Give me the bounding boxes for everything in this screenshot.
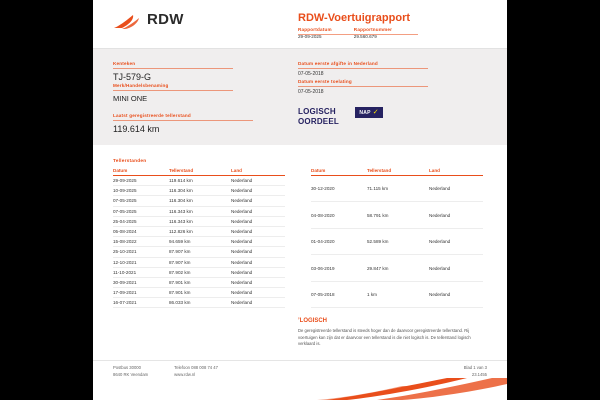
cell-datum: 10-09-2025 — [113, 186, 169, 196]
odometer-table-right — [311, 168, 483, 308]
km-label: Laatst geregistreerde tellerstand — [113, 113, 191, 118]
document-footer — [93, 360, 507, 378]
cell-tellerstand: 87.901 km — [169, 277, 231, 287]
table-row — [113, 196, 285, 206]
logisch-line-1: LOGISCH — [298, 107, 336, 116]
eerste-afgifte-block — [298, 61, 428, 77]
cell-land: Nederland — [231, 206, 285, 216]
kenteken-rule — [113, 68, 233, 69]
report-date-value: 29-09-2025 — [298, 34, 322, 39]
table-row — [113, 216, 285, 226]
cell-datum: 04-08-2020 — [311, 202, 367, 228]
col-datum: Datum — [113, 168, 169, 176]
kenteken-block — [113, 61, 233, 82]
km-value: 119.614 km — [113, 124, 160, 134]
logisch-line-2: OORDEEL — [298, 117, 339, 126]
table-row — [113, 206, 285, 216]
cell-datum: 25-10-2021 — [113, 247, 169, 257]
footer-page-info — [464, 365, 487, 378]
cell-tellerstand: 116.343 km — [169, 216, 231, 226]
merk-label: Merk/Handelsbenaming — [113, 83, 169, 88]
table-row — [113, 257, 285, 267]
table-row — [311, 228, 483, 254]
cell-datum: 15-08-2022 — [113, 237, 169, 247]
cell-tellerstand: 87.907 km — [169, 257, 231, 267]
footer-swoosh-decoration — [317, 378, 507, 400]
footnote-body: De geregistreerde tellerstand is steeds hoger dan de daarvoor geregistreerde tellerstand. Rij voertuigen kan zijn dat er daarvoor een tellerstand is die niet logisch is. De tellerstand logisch verklaard is. — [298, 328, 471, 346]
km-rule — [113, 120, 253, 121]
table-row — [311, 176, 483, 202]
footer-doc-code: 23.1455 — [471, 371, 487, 377]
header-meta — [298, 27, 392, 39]
cell-land: Nederland — [231, 216, 285, 226]
cell-tellerstand: 94.659 km — [169, 237, 231, 247]
table-row — [113, 247, 285, 257]
cell-tellerstand: 86.033 km — [169, 298, 231, 308]
cell-land: Nederland — [231, 186, 285, 196]
cell-land: Nederland — [429, 228, 483, 254]
cell-land: Nederland — [429, 255, 483, 281]
cell-datum: 12-10-2021 — [113, 257, 169, 267]
report-number-label: Rapportnummer — [353, 27, 393, 32]
cell-datum: 30-09-2021 — [113, 277, 169, 287]
col-datum: Datum — [311, 168, 367, 176]
cell-datum: 25-04-2025 — [113, 216, 169, 226]
table-header-row — [113, 168, 285, 176]
table-row — [311, 202, 483, 228]
eerste-toelating-block — [298, 79, 428, 95]
km-block — [113, 113, 253, 134]
table-row — [113, 277, 285, 287]
cell-land: Nederland — [231, 226, 285, 236]
cell-datum: 17-09-2021 — [113, 288, 169, 298]
cell-tellerstand: 116.343 km — [169, 206, 231, 216]
cell-tellerstand: 87.902 km — [169, 267, 231, 277]
table-row — [113, 298, 285, 308]
kenteken-label: Kenteken — [113, 61, 136, 66]
cell-datum: 07-05-2025 — [113, 196, 169, 206]
cell-tellerstand: 112.826 km — [169, 226, 231, 236]
cell-datum: 29-09-2025 — [113, 176, 169, 186]
cell-land: Nederland — [429, 176, 483, 202]
cell-tellerstand: 87.907 km — [169, 247, 231, 257]
cell-land: Nederland — [231, 176, 285, 186]
footer-page-number: Blad 1 van 3 — [463, 365, 487, 371]
report-date-label: Rapportdatum — [298, 27, 332, 32]
cell-tellerstand: 1 km — [367, 281, 429, 308]
cell-land: Nederland — [231, 277, 285, 287]
footer-phone: Telefoon 088 008 74 47 — [174, 365, 218, 371]
cell-datum: 07-05-2025 — [113, 206, 169, 216]
footer-website: www.rdw.nl — [174, 371, 196, 377]
cell-datum: 16-07-2021 — [113, 298, 169, 308]
cell-datum: 03-06-2019 — [311, 255, 367, 281]
col-tellerstand: Tellerstand — [367, 168, 429, 176]
eerste-afgifte-label: Datum eerste afgifte in Nederland — [298, 61, 378, 66]
cell-land: Nederland — [429, 202, 483, 228]
table-row — [113, 267, 285, 277]
cell-tellerstand: 87.901 km — [169, 288, 231, 298]
cell-land: Nederland — [231, 257, 285, 267]
cell-land: Nederland — [231, 267, 285, 277]
odometer-table-left — [113, 168, 285, 308]
cell-tellerstand: 29.847 km — [367, 255, 429, 281]
cell-tellerstand: 116.304 km — [169, 196, 231, 206]
eerste-toelating-rule — [298, 86, 428, 87]
footnote-title: ’LOGISCH — [298, 318, 328, 324]
cell-land: Nederland — [231, 247, 285, 257]
footer-contact — [174, 365, 218, 378]
nap-badge — [355, 107, 383, 118]
footer-address — [113, 365, 148, 378]
col-tellerstand: Tellerstand — [169, 168, 231, 176]
kenteken-value: TJ-579-G — [113, 72, 152, 82]
report-number-block — [354, 27, 392, 39]
check-icon: ✓ — [372, 109, 379, 116]
report-number-value: 29.560.679 — [353, 34, 377, 39]
table-title: Tellerstanden — [113, 159, 147, 164]
col-land: Land — [231, 168, 285, 176]
vehicle-summary-band — [93, 49, 507, 145]
cell-datum: 30-12-2020 — [311, 176, 367, 202]
rdw-swoosh-icon — [113, 14, 141, 30]
cell-land: Nederland — [231, 196, 285, 206]
cell-tellerstand: 116.304 km — [169, 186, 231, 196]
col-land: Land — [429, 168, 483, 176]
table-header-row — [311, 168, 483, 176]
table-row — [311, 281, 483, 308]
eerste-toelating-value: 07-05-2018 — [298, 89, 324, 95]
merk-rule — [113, 90, 233, 91]
table-row — [113, 237, 285, 247]
cell-datum: 07-05-2018 — [311, 281, 367, 308]
report-date-block — [298, 27, 332, 39]
table-row — [113, 288, 285, 298]
table-row — [311, 255, 483, 281]
footer-address-line-1: Postbus 30000 — [113, 365, 141, 371]
merk-value: MINI ONE — [113, 94, 148, 103]
cell-tellerstand: 71.115 km — [367, 176, 429, 202]
eerste-afgifte-value: 07-05-2018 — [298, 71, 324, 77]
nap-label: NAP — [359, 109, 371, 116]
cell-datum: 11-10-2021 — [113, 267, 169, 277]
document-page — [93, 0, 507, 400]
cell-land: Nederland — [231, 298, 285, 308]
cell-land: Nederland — [231, 237, 285, 247]
table-row — [113, 226, 285, 236]
cell-datum: 05-08-2024 — [113, 226, 169, 236]
merk-block — [113, 83, 233, 103]
cell-tellerstand: 52.589 km — [367, 228, 429, 254]
footer-address-line-2: 8640 RK Veendam — [113, 371, 149, 377]
cell-tellerstand: 58.791 km — [367, 202, 429, 228]
logisch-footnote — [298, 318, 488, 348]
cell-datum: 01-04-2020 — [311, 228, 367, 254]
table-row — [113, 176, 285, 186]
odometer-table-section — [93, 145, 507, 308]
report-title: RDW-Voertuigrapport — [298, 12, 411, 24]
table-row — [113, 186, 285, 196]
logisch-oordeel-stamp — [298, 107, 339, 126]
eerste-afgifte-rule — [298, 68, 428, 69]
eerste-toelating-label: Datum eerste toelating — [298, 79, 352, 84]
brand-title: RDW — [147, 11, 184, 28]
cell-tellerstand: 119.614 km — [169, 176, 231, 186]
document-header — [93, 0, 507, 49]
cell-land: Nederland — [231, 288, 285, 298]
cell-land: Nederland — [429, 281, 483, 308]
